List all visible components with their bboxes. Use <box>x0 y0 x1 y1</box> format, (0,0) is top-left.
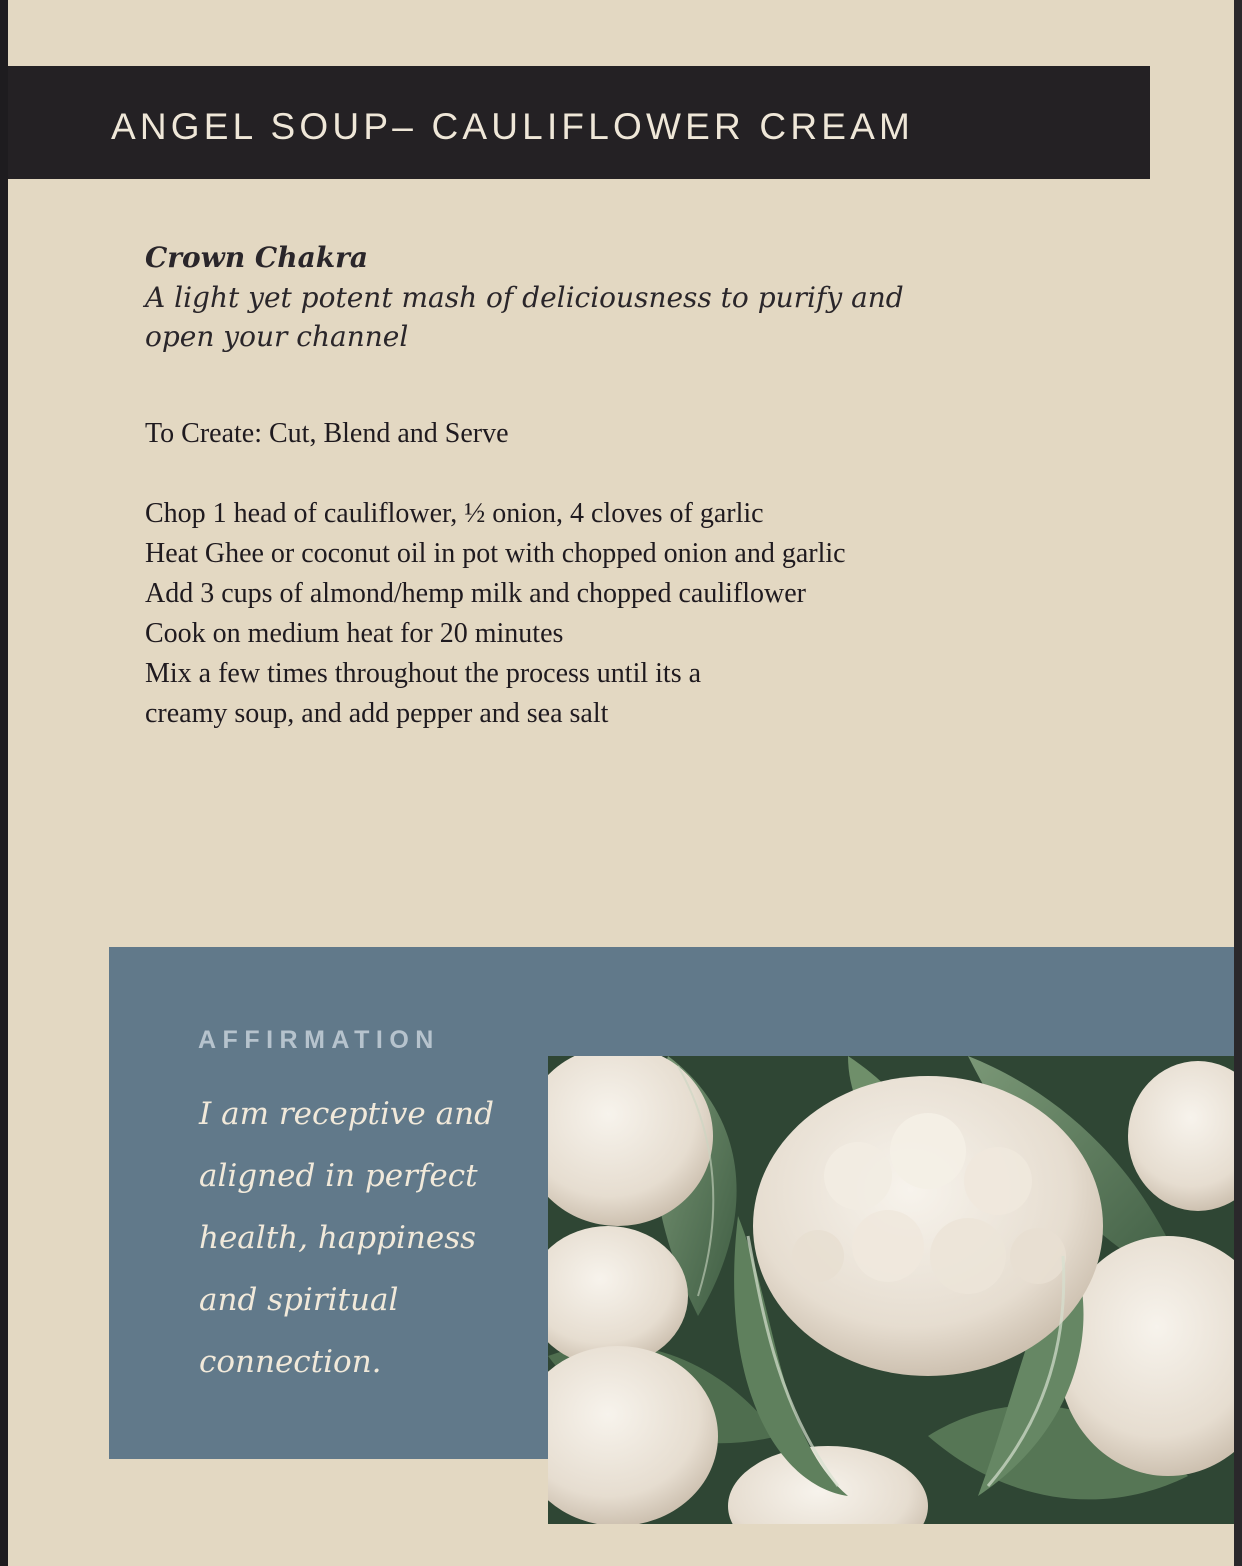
recipe-steps <box>145 494 846 734</box>
to-create-line: To Create: Cut, Blend and Serve <box>145 418 509 449</box>
recipe-step: Mix a few times throughout the process until its a <box>145 658 702 689</box>
recipe-step: Chop 1 head of cauliflower, ½ onion, 4 cloves of garlic <box>145 498 764 529</box>
recipe-tagline: A light yet potent mash of deliciousness to purify and open your channel <box>145 281 904 353</box>
right-edge-shadow <box>1234 0 1242 1566</box>
recipe-step: Add 3 cups of almond/hemp milk and chopped cauliflower <box>145 578 806 609</box>
affirmation-label: AFFIRMATION <box>198 1026 440 1054</box>
cauliflower-illustration <box>548 1056 1234 1524</box>
page-title: ANGEL SOUP– CAULIFLOWER CREAM <box>111 106 915 147</box>
cauliflower-photo <box>548 1056 1234 1524</box>
recipe-step: Cook on medium heat for 20 minutes <box>145 618 564 649</box>
affirmation-text: I am receptive and aligned in perfect health, happiness and spiritual connection. <box>199 1096 494 1380</box>
title-bar <box>8 66 1150 179</box>
chakra-heading: Crown Chakra <box>145 241 369 274</box>
left-edge-shadow <box>0 0 8 1566</box>
recipe-step: Heat Ghee or coconut oil in pot with chopped onion and garlic <box>145 538 846 569</box>
recipe-step: creamy soup, and add pepper and sea salt <box>145 698 609 729</box>
